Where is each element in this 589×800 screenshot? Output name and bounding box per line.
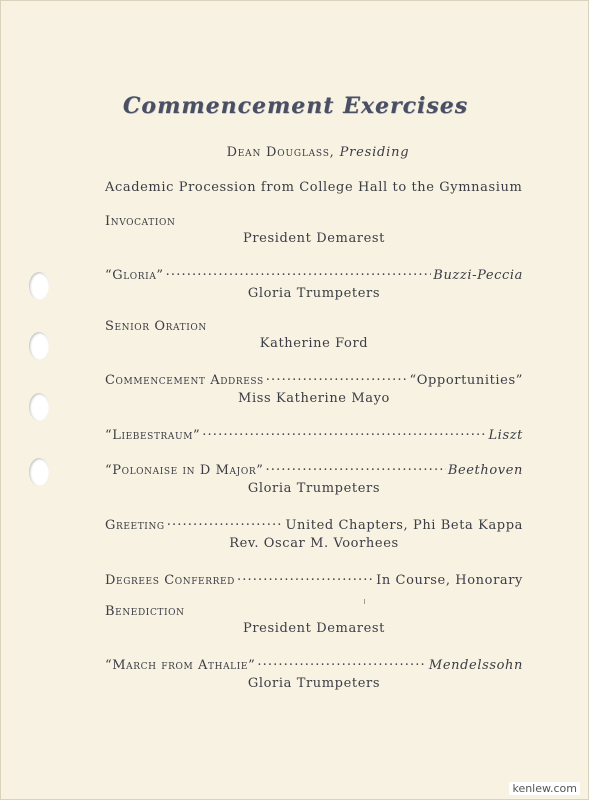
binder-hole xyxy=(29,393,49,421)
leader-dots xyxy=(265,461,445,474)
program-item-gloria-title: “Gloria” xyxy=(105,268,164,283)
program-item-procession: Academic Procession from College Hall to the Gymnasium xyxy=(105,180,523,195)
binder-hole xyxy=(29,272,49,300)
watermark: kenlew.com xyxy=(509,782,580,795)
program-item-benediction-speaker: President Demarest xyxy=(242,621,386,636)
program-item-polonaise xyxy=(105,461,523,478)
program-item-greeting-from: United Chapters, Phi Beta Kappa xyxy=(285,518,523,533)
program-item-greeting-title: Greeting xyxy=(105,518,165,533)
leader-dots xyxy=(166,266,432,279)
program-item-liebestraum-composer: Liszt xyxy=(488,428,523,443)
program-item-march xyxy=(105,656,523,673)
program-item-address-speaker: Miss Katherine Mayo xyxy=(238,391,390,406)
leader-dots xyxy=(237,571,374,584)
program-item-invocation-performer: President Demarest xyxy=(242,231,386,246)
program-item-march-composer: Mendelssohn xyxy=(428,658,523,673)
binder-hole xyxy=(29,332,49,360)
leader-dots xyxy=(167,516,284,529)
program-item-senior-oration: Senior Oration xyxy=(105,319,207,334)
program-item-polonaise-performer: Gloria Trumpeters xyxy=(247,481,381,496)
program-item-liebestraum xyxy=(105,426,523,443)
program-item-greeting xyxy=(105,516,523,533)
program-item-degrees-type: In Course, Honorary xyxy=(376,573,523,588)
program-item-benediction: Benediction xyxy=(105,604,185,619)
program-item-commencement-address xyxy=(105,371,523,388)
program-item-degrees-title: Degrees Conferred xyxy=(105,573,235,588)
program-item-address-title: Commencement Address xyxy=(105,373,264,388)
program-item-polonaise-title: “Polonaise in D Major” xyxy=(105,463,264,478)
program-item-address-topic: “Opportunities” xyxy=(409,373,523,388)
program-item-degrees xyxy=(105,571,523,588)
leader-dots xyxy=(266,371,408,384)
program-item-senior-oration-speaker: Katherine Ford xyxy=(259,336,369,351)
leader-dots xyxy=(257,656,427,669)
program-item-gloria-composer: Buzzi-Peccia xyxy=(433,268,523,283)
program-item-polonaise-composer: Beethoven xyxy=(447,463,523,478)
program-item-gloria xyxy=(105,266,523,283)
presiding-name: Dean Douglass, xyxy=(226,145,335,160)
program-item-march-performer: Gloria Trumpeters xyxy=(247,676,381,691)
presiding-role: Presiding xyxy=(339,145,410,160)
binder-hole xyxy=(29,458,49,486)
program-item-gloria-performer: Gloria Trumpeters xyxy=(247,286,381,301)
program-item-liebestraum-title: “Liebestraum” xyxy=(105,428,201,443)
presiding-line xyxy=(1,145,589,160)
program-item-greeting-speaker: Rev. Oscar M. Voorhees xyxy=(229,536,399,551)
program-item-invocation: Invocation xyxy=(105,214,176,229)
page-title: Commencement Exercises xyxy=(122,93,469,119)
program-item-march-title: “March from Athalie” xyxy=(105,658,256,673)
leader-dots xyxy=(202,426,486,439)
